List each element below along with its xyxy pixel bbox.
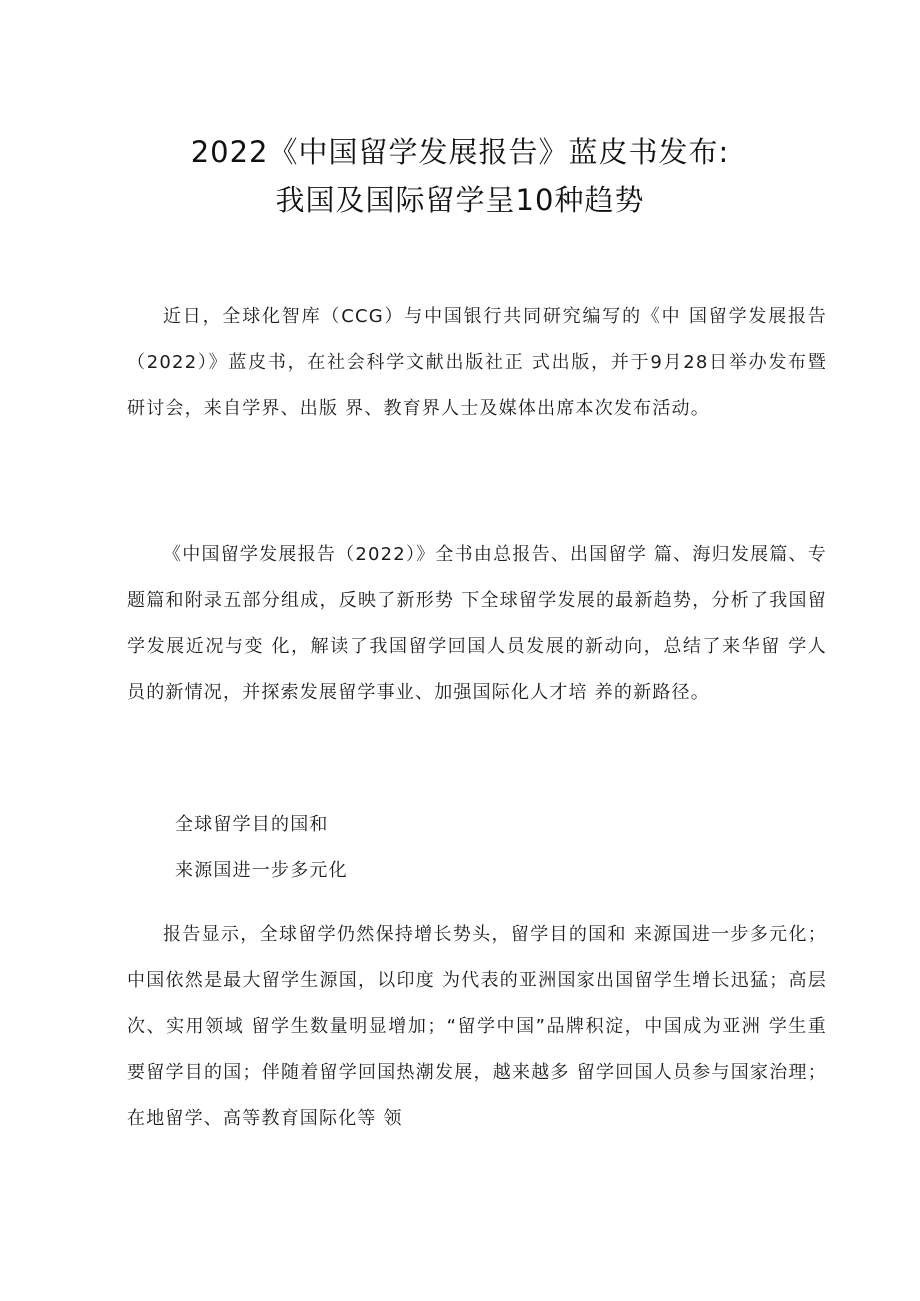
article-title bbox=[0, 128, 920, 224]
title-line-1: 2022《中国留学发展报告》蓝皮书发布: bbox=[190, 135, 730, 169]
paragraph-book-structure: 《中国留学发展报告（2022）》全书由总报告、出国留学 篇、海归发展篇、专题篇和附录五部分组成，反映了新形势 下全球留学发展的最新趋势，分析了我国留学发展近况与变 化，解读了我国留学回国人员发展的新动向，总结了来华留 学人员的新情况，并探索发展留学事业、加强国际化人才培 养的新路径。 bbox=[127, 544, 827, 703]
title-line-2: 我国及国际留学呈10种趋势 bbox=[275, 183, 645, 217]
subheading-line-2: 来源国进一步多元化 bbox=[175, 860, 348, 881]
paragraph-intro: 近日，全球化智库（CCG）与中国银行共同研究编写的《中 国留学发展报告（2022）》蓝皮书，在社会科学文献出版社正 式出版，并于9月28日举办发布暨研讨会，来自学界、出版 界、教育界人士及媒体出席本次发布活动。 bbox=[127, 306, 827, 419]
paragraph-report-findings: 报告显示，全球留学仍然保持增长势头，留学目的国和 来源国进一步多元化；中国依然是最大留学生源国，以印度 为代表的亚洲国家出国留学生增长迅猛；高层次、实用领域 留学生数量明显增加；“留学中国”品牌积淀，中国成为亚洲 学生重要留学目的国；伴随着留学回国热潮发展，越来越多 留学回国人员参与国家治理；在地留学、高等教育国际化等 领 bbox=[127, 924, 827, 1129]
subheading-line-1: 全球留学目的国和 bbox=[175, 814, 329, 835]
